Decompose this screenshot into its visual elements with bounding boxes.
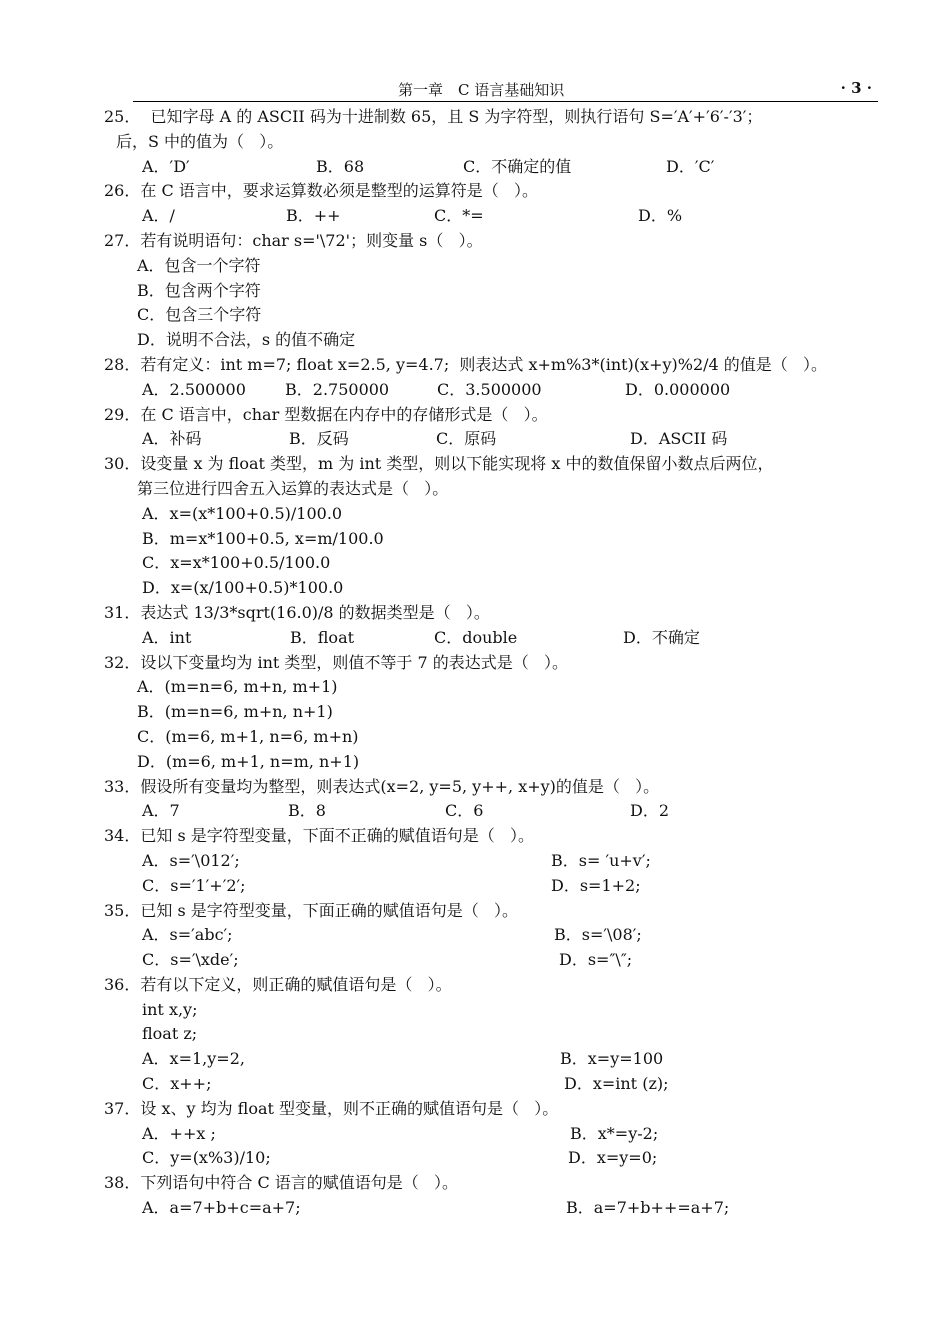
- question-25-stem: 25． 已知字母 A 的 ASCII 码为十进制数 65，且 S 为字符型，则执行语句 S=′A′+′6′-′3′；: [104, 107, 763, 126]
- question-29-stem: 29．在 C 语言中，char 型数据在内存中的存储形式是（ ）。: [104, 404, 548, 424]
- question-37-options-ab: [0, 1122, 950, 1147]
- option-d: D．x=(x/100+0.5)*100.0: [142, 578, 344, 598]
- option-d: D．x=int (z);: [564, 1074, 669, 1094]
- option-c: C．s=′\xde′;: [142, 950, 239, 970]
- option-a: A．2.500000: [142, 379, 246, 399]
- question-38-stem: 38．下列语句中符合 C 语言的赋值语句是（ ）。: [104, 1173, 459, 1193]
- option-a: A．s=′abc′;: [142, 925, 233, 945]
- option-c: C．(m=6, m+1, n=6, m+n): [137, 726, 359, 746]
- question-37-options-cd: [0, 1146, 950, 1171]
- option-d: D．2: [630, 801, 670, 821]
- option-c: C．x++;: [142, 1074, 212, 1094]
- question-26-options: [0, 204, 950, 229]
- option-d: D．x=y=0;: [568, 1148, 658, 1168]
- question-31-stem: 31．表达式 13/3*sqrt(16.0)/8 的数据类型是（ ）。: [104, 602, 490, 622]
- option-d: D．不确定: [623, 627, 700, 647]
- option-b: B．s=′\08′;: [554, 925, 642, 945]
- option-c: C．y=(x%3)/10;: [142, 1148, 271, 1168]
- question-36-options-cd: [0, 1072, 950, 1097]
- question-37-stem: 37．设 x、y 均为 float 型变量，则不正确的赋值语句是（ ）。: [104, 1098, 559, 1118]
- option-d: D．′C′: [666, 156, 715, 176]
- option-d: D．ASCII 码: [630, 429, 728, 449]
- question-34-stem: 34．已知 s 是字符型变量，下面不正确的赋值语句是（ ）。: [104, 826, 535, 846]
- chapter-title: 第一章 C 语言基础知识: [398, 81, 565, 99]
- option-b: B．m=x*100+0.5, x=m/100.0: [142, 528, 384, 548]
- question-33-stem: 33．假设所有变量均为整型，则表达式(x=2, y=5, y++, x+y)的值是（ ）。: [104, 776, 660, 796]
- option-a: A．x=(x*100+0.5)/100.0: [142, 503, 343, 523]
- option-c: C．原码: [436, 429, 497, 449]
- question-31-options: [0, 626, 950, 651]
- code-line: float z;: [142, 1024, 198, 1044]
- page-header: [133, 79, 878, 102]
- option-a: A．int: [142, 627, 192, 647]
- option-b: B．68: [316, 156, 365, 176]
- option-c: C．s=′1′+′2′;: [142, 875, 246, 895]
- option-b: B．x*=y-2;: [570, 1123, 659, 1143]
- option-a: A．′D′: [142, 156, 190, 176]
- option-b: B．8: [288, 801, 326, 821]
- option-c: C．不确定的值: [463, 156, 572, 176]
- question-25-stem-cont: 后，S 中的值为（ ）。: [116, 131, 284, 151]
- option-b: B．(m=n=6, m+n, n+1): [137, 702, 333, 722]
- question-36-options-ab: [0, 1047, 950, 1072]
- option-c: C．6: [445, 801, 484, 821]
- question-36-stem: 36．若有以下定义，则正确的赋值语句是（ ）。: [104, 974, 452, 994]
- question-30-stem-cont: 第三位进行四舍五入运算的表达式是（ ）。: [137, 478, 449, 498]
- option-d: D．s=1+2;: [551, 875, 641, 895]
- option-b: B．++: [286, 206, 341, 226]
- option-c: C．*=: [434, 206, 484, 226]
- option-a: A．7: [142, 801, 180, 821]
- option-d: D．说明不合法，s 的值不确定: [137, 330, 356, 350]
- question-34-options-cd: [0, 874, 950, 899]
- option-a: A．s=′\012′;: [142, 850, 240, 870]
- option-a: A．++x ;: [142, 1123, 216, 1143]
- question-29-options: [0, 427, 950, 452]
- option-a: A．(m=n=6, m+n, m+1): [137, 677, 338, 697]
- question-35-stem: 35．已知 s 是字符型变量，下面正确的赋值语句是（ ）。: [104, 900, 519, 920]
- option-b: B．反码: [289, 429, 349, 449]
- question-33-options: [0, 799, 950, 824]
- option-b: B．s= ′u+v′;: [551, 850, 651, 870]
- option-b: B．float: [290, 627, 355, 647]
- option-d: D．(m=6, m+1, n=m, n+1): [137, 751, 360, 771]
- question-35-options-ab: [0, 923, 950, 948]
- code-line: int x,y;: [142, 999, 198, 1019]
- question-30-stem: 30．设变量 x 为 float 类型，m 为 int 类型，则以下能实现将 x 中的数值保留小数点后两位，: [104, 454, 774, 474]
- option-a: A．补码: [142, 429, 202, 449]
- option-c: C．double: [434, 627, 518, 647]
- question-34-options-ab: [0, 849, 950, 874]
- question-38-options-ab: [0, 1196, 950, 1221]
- question-list: [0, 105, 950, 1221]
- option-b: B．2.750000: [285, 379, 390, 399]
- question-27-stem: 27．若有说明语句：char s='\72'；则变量 s（ ）。: [104, 230, 483, 250]
- option-a: A．包含一个字符: [137, 255, 261, 275]
- question-26-stem: 26．在 C 语言中，要求运算数必须是整型的运算符是（ ）。: [104, 181, 539, 201]
- option-d: D．%: [638, 206, 683, 226]
- option-c: C．包含三个字符: [137, 305, 262, 325]
- question-25-options: [0, 155, 950, 180]
- question-32-stem: 32．设以下变量均为 int 类型，则值不等于 7 的表达式是（ ）。: [104, 652, 568, 672]
- question-35-options-cd: [0, 948, 950, 973]
- question-28-options: [0, 378, 950, 403]
- option-d: D．0.000000: [625, 379, 731, 399]
- option-a: A．/: [142, 206, 175, 226]
- option-a: A．a=7+b+c=a+7;: [142, 1198, 301, 1218]
- option-a: A．x=1,y=2,: [142, 1049, 245, 1069]
- option-d: D．s=″\″;: [559, 950, 633, 970]
- page-number: · 3 ·: [840, 79, 872, 97]
- question-28-stem: 28．若有定义：int m=7; float x=2.5, y=4.7; 则表达式 x+m%3*(int)(x+y)%2/4 的值是（ ）。: [104, 354, 828, 374]
- option-b: B．包含两个字符: [137, 280, 261, 300]
- option-c: C．x=x*100+0.5/100.0: [142, 553, 331, 573]
- option-b: B．x=y=100: [560, 1049, 664, 1069]
- option-b: B．a=7+b++=a+7;: [566, 1198, 730, 1218]
- option-c: C．3.500000: [437, 379, 542, 399]
